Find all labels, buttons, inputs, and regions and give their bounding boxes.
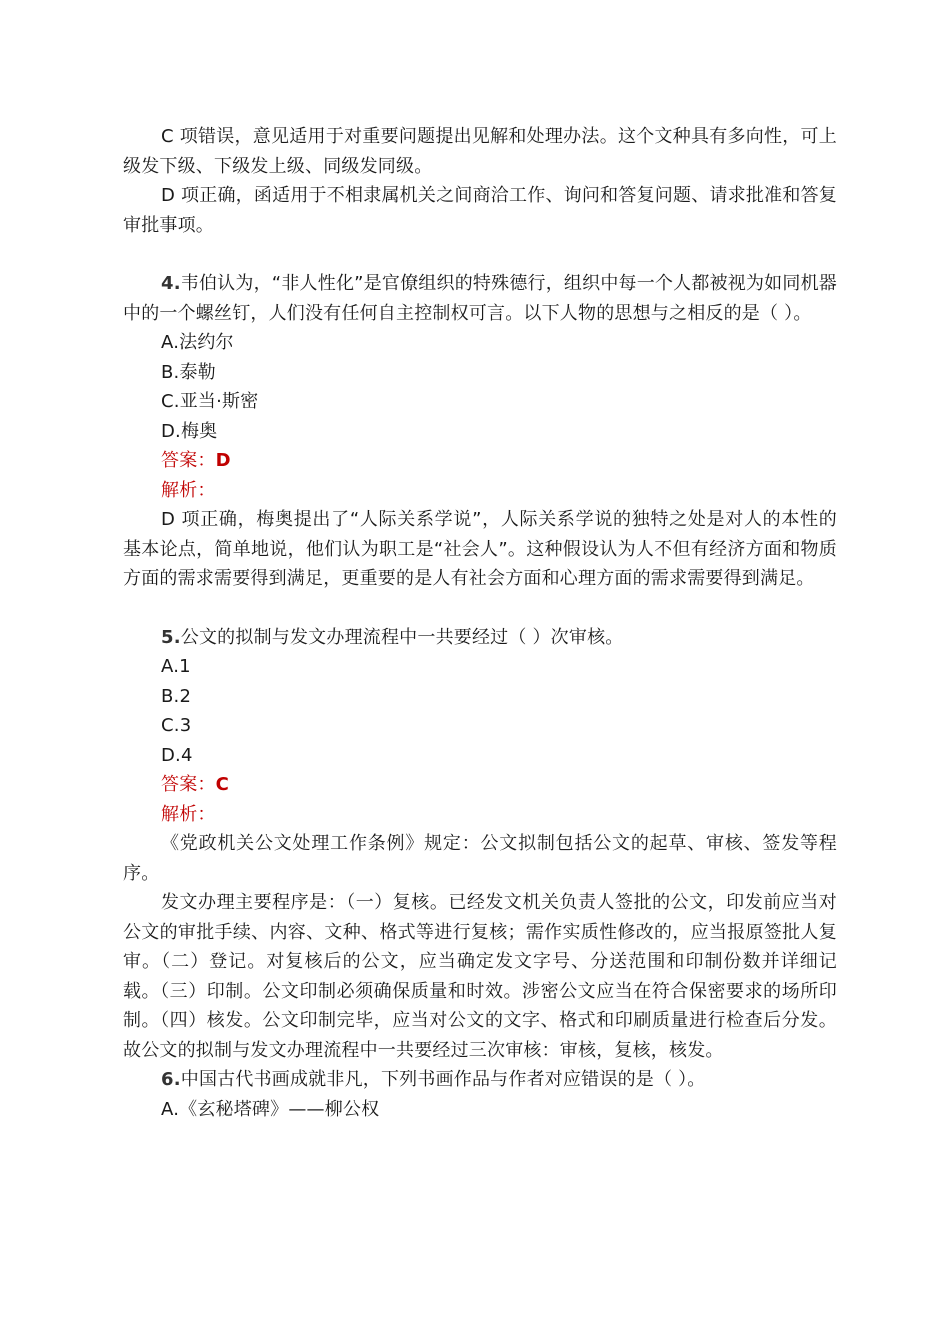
option-a: A.法约尔 — [161, 332, 234, 353]
question-6 — [123, 1065, 837, 1124]
question-text: 中国古代书画成就非凡，下列书画作品与作者对应错误的是（ ）。 — [180, 1069, 706, 1090]
question-number: 4. — [161, 273, 181, 294]
document-page — [123, 122, 837, 1124]
question-stem — [123, 1065, 837, 1095]
option-d: D.4 — [161, 744, 193, 766]
analysis-text: D 项正确，梅奥提出了“人际关系学说”，人际关系学说的独特之处是对人的本性的基本论点，简单地说，他们认为职工是“社会人”。这种假设认为人不但有经济方面和物质方面的需求需要得到满足，更重要的是人有社会方面和心理方面的需求需要得到满足。 — [123, 509, 837, 589]
analysis-label: 解析： — [161, 803, 216, 825]
question-number: 6. — [161, 1069, 181, 1090]
answer-value: C — [215, 774, 230, 795]
option-c: C.3 — [161, 715, 192, 736]
answer-line — [123, 770, 837, 800]
explanation-d: D 项正确，函适用于不相隶属机关之间商洽工作、询问和答复问题、请求批准和答复审批事项。 — [123, 185, 837, 236]
option-d: D.梅奥 — [161, 420, 218, 442]
question-text: 公文的拟制与发文办理流程中一共要经过（ ）次审核。 — [180, 626, 624, 648]
question-stem — [123, 623, 837, 653]
question-stem — [123, 269, 837, 328]
option-c: C.亚当·斯密 — [161, 391, 259, 412]
option-b: B.泰勒 — [161, 361, 216, 383]
question-4 — [123, 269, 837, 594]
answer-line — [123, 446, 837, 476]
answer-label: 答案： — [161, 450, 216, 471]
question-number: 5. — [161, 626, 181, 648]
option-a: A.1 — [161, 656, 191, 677]
analysis-label: 解析： — [161, 479, 216, 501]
question-5 — [123, 623, 837, 1066]
question-text: 韦伯认为，“非人性化”是官僚组织的特殊德行，组织中每一个人都被视为如同机器中的一个螺丝钉，人们没有任何自主控制权可言。以下人物的思想与之相反的是（ ）。 — [123, 273, 837, 324]
explanation-c: C 项错误，意见适用于对重要问题提出见解和处理办法。这个文种具有多向性，可上级发下级、下级发上级、同级发同级。 — [123, 126, 837, 177]
option-b: B.2 — [161, 685, 192, 707]
analysis-text: 发文办理主要程序是：（一）复核。已经发文机关负责人签批的公文，印发前应当对公文的审批手续、内容、文种、格式等进行复核；需作实质性修改的，应当报原签批人复审。（二）登记。对复核后的公文，应当确定发文字号、分送范围和印制份数并详细记载。（三）印制。公文印制必须确保质量和时效。涉密公文应当在符合保密要求的场所印制。（四）核发。公文印制完毕，应当对公文的文字、格式和印刷质量进行检查后分发。故公文的拟制与发文办理流程中一共要经过三次审核：审核，复核，核发。 — [123, 892, 837, 1061]
answer-label: 答案： — [161, 774, 216, 795]
answer-value: D — [215, 450, 231, 471]
option-a: A.《玄秘塔碑》——柳公权 — [161, 1098, 380, 1120]
spacer — [123, 240, 837, 269]
spacer — [123, 594, 837, 623]
analysis-text: 《党政机关公文处理工作条例》规定：公文拟制包括公文的起草、审核、签发等程序。 — [123, 833, 837, 884]
